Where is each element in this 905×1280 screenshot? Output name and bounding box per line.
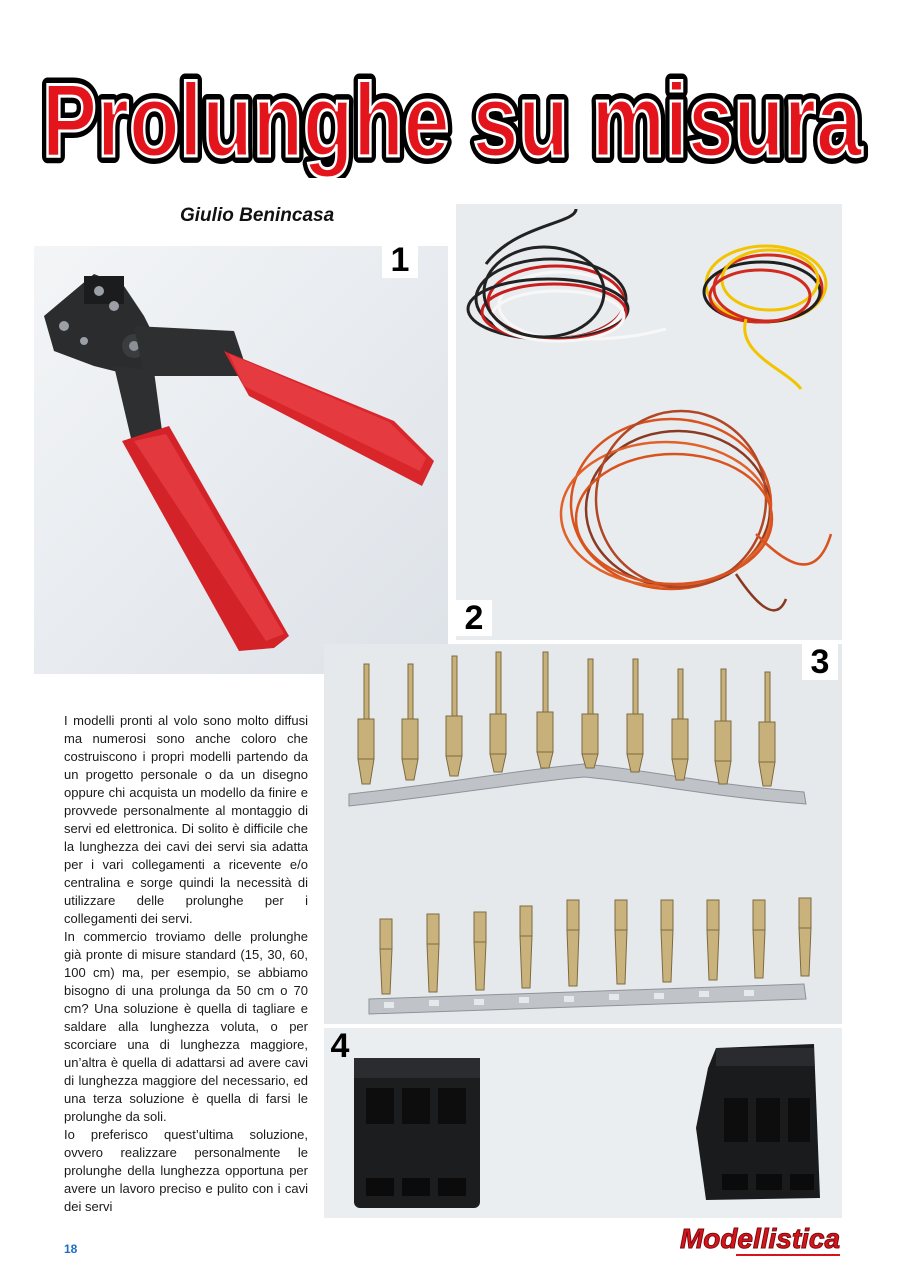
photo-number-4: 4 xyxy=(330,1027,350,1065)
photo-number-2: 2 xyxy=(456,600,492,636)
author-byline: Giulio Benincasa xyxy=(180,205,335,226)
article-title xyxy=(30,58,875,178)
photo-number-3: 3 xyxy=(802,644,838,680)
photo-crimping-pliers xyxy=(34,246,448,674)
title-text: Prolunghe su misura xyxy=(42,63,863,178)
photo-number-1: 1 xyxy=(382,242,418,278)
magazine-logo xyxy=(676,1220,844,1260)
body-paragraph: In commercio troviamo delle prolunghe già pronte di misure standard (15, 30, 60, 100 cm) ma, per esempio, se abbiamo bisogno di una prolunga da 50 cm o 70 cm? Una soluzione è quella di tagliare e saldare alla lunghezza voluta, o per scorciare una di lunghezza maggiore, un’altra è quella di adattarsi ad avere cavi di lunghezza maggiore del necessario, ed una terza soluzione è quella di farsi le prolunghe da soli. xyxy=(64,929,308,1124)
body-paragraph: Io preferisco quest’ultima soluzione, ovvero realizzare personalmente le prolunghe della lunghezza opportuna per avere un lavoro preciso e pulito con i cavi dei servi xyxy=(64,1127,308,1214)
article-body xyxy=(64,712,308,1216)
magazine-logo-text: Modellistica xyxy=(680,1223,840,1254)
photo-connector-housings xyxy=(324,1028,842,1218)
svg-text:Prolunghe su misura: Prolunghe su misura xyxy=(42,63,863,178)
page-number: 18 xyxy=(64,1242,78,1256)
photo-servo-cables xyxy=(456,204,842,640)
body-paragraph: I modelli pronti al volo sono molto diffusi ma numerosi sono anche coloro che costruiscono i propri modelli partendo da un progetto personale o da un disegno oppure chi acquista un modello da finire e provvede personalmente al montaggio di servi ed elettronica. Di solito è difficile che la lunghezza dei cavi dei servi sia adatta per i vari collegamenti a ricevente e/o centralina e sorge quindi la necessità di utilizzare delle prolunghe per i collegamenti dei servi. xyxy=(64,713,308,926)
photo-crimp-terminals xyxy=(324,644,842,1024)
